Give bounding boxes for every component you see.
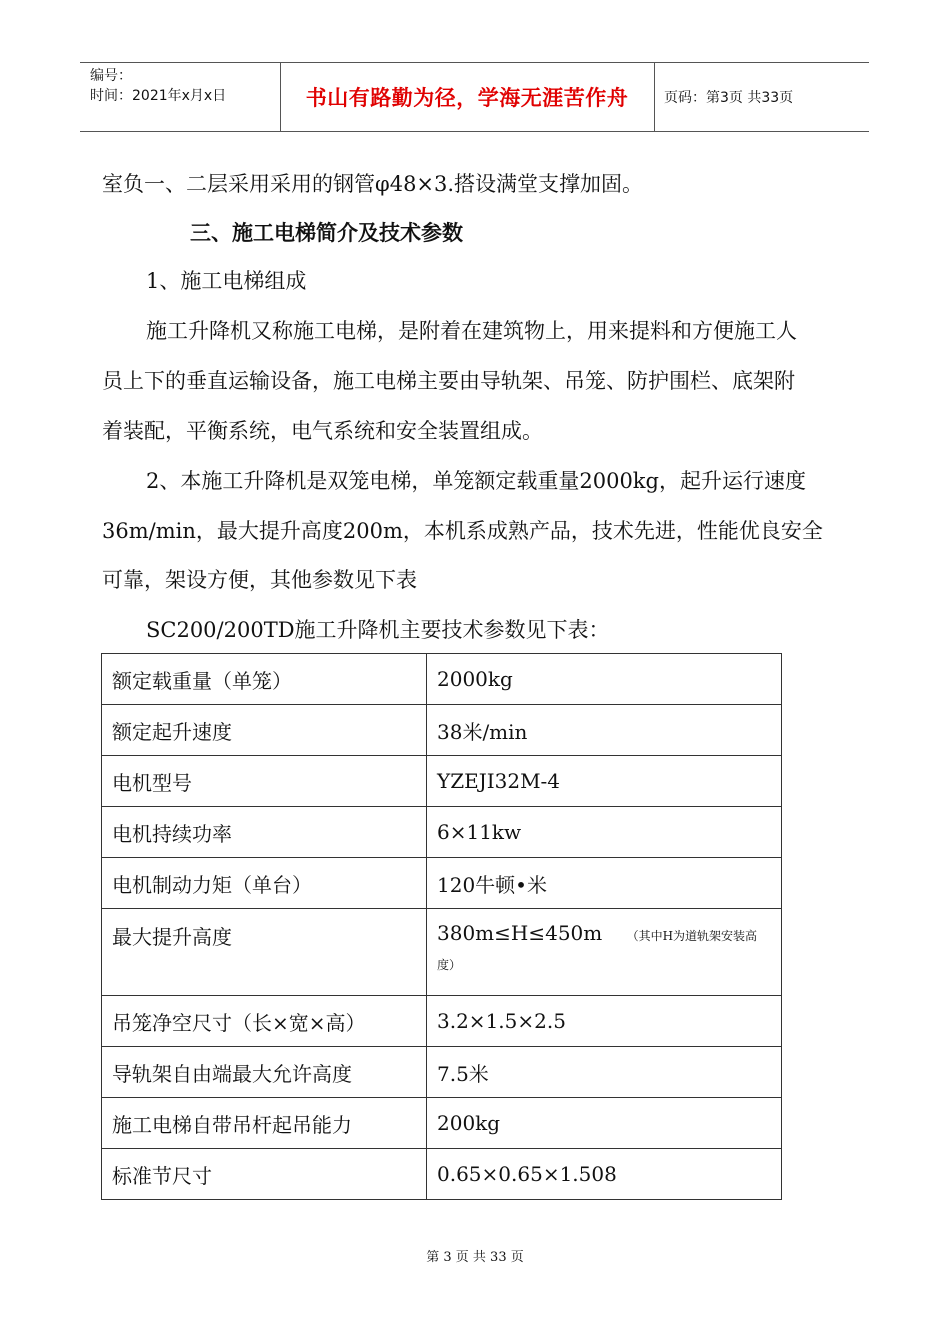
table-row [102,996,782,1047]
spec-name: 电机制动力矩（单台） [102,858,427,909]
paragraph-1-line-1: 施工升降机又称施工电梯，是附着在建筑物上，用来提料和方便施工人 [146,319,797,343]
table-row [102,1149,782,1200]
spec-value: 7.5米 [427,1047,782,1098]
paragraph-1-line-2: 员上下的垂直运输设备，施工电梯主要由导轨架、吊笼、防护围栏、底架附 [102,369,795,393]
paragraph-2-line-3: 可靠，架设方便，其他参数见下表 [102,568,417,592]
spec-value: 6×11kw [427,807,782,858]
page-footer: 第 3 页 共 33 页 [426,1250,524,1265]
spec-value: 120牛顿•米 [427,858,782,909]
spec-name: 额定载重量（单笼） [102,654,427,705]
spec-value-cell [427,909,782,996]
spec-value: YZEJI32M-4 [427,756,782,807]
paragraph-2-line-2: 36m/min，最大提升高度200m，本机系成熟产品，技术先进，性能优良安全 [102,519,823,543]
table-row [102,705,782,756]
spec-value: 200kg [427,1098,782,1149]
table-caption: SC200/200TD施工升降机主要技术参数见下表： [146,618,610,642]
doc-time-label: 时间：2021年x月x日 [90,88,227,104]
spec-table [101,653,782,1200]
table-row [102,1098,782,1149]
spec-note-continued: 度） [437,958,462,972]
spec-name: 额定起升速度 [102,705,427,756]
section-title: 三、施工电梯简介及技术参数 [190,220,463,245]
spec-note: （其中H为道轨架安装高 [626,929,758,943]
paragraph-1-line-3: 着装配，平衡系统，电气系统和安全装置组成。 [102,419,543,443]
table-row [102,807,782,858]
spec-value: 380m≤H≤450m [437,921,603,945]
spec-name: 标准节尺寸 [102,1149,427,1200]
spec-name: 导轨架自由端最大允许高度 [102,1047,427,1098]
spec-value: 3.2×1.5×2.5 [427,996,782,1047]
subsection-1-title: 1、施工电梯组成 [146,269,307,293]
spec-name: 施工电梯自带吊杆起吊能力 [102,1098,427,1149]
spec-name: 电机型号 [102,756,427,807]
table-row [102,1047,782,1098]
paragraph-2-line-1: 2、本施工升降机是双笼电梯，单笼额定载重量2000kg，起升运行速度 [146,469,806,493]
page-header [80,62,869,132]
spec-value: 0.65×0.65×1.508 [427,1149,782,1200]
header-page-info: 页码：第3页 共33页 [664,90,794,106]
spec-value: 38米/min [427,705,782,756]
spec-name: 电机持续功率 [102,807,427,858]
header-motto: 书山有路勤为径，学海无涯苦作舟 [280,63,655,131]
spec-name: 吊笼净空尺寸（长×宽×高） [102,996,427,1047]
table-row [102,909,782,996]
header-meta [80,63,281,131]
table-row [102,756,782,807]
body-line-1: 室负一、二层采用采用的钢管φ48×3.搭设满堂支撑加固。 [102,172,644,196]
table-row [102,858,782,909]
spec-value: 2000kg [427,654,782,705]
spec-name: 最大提升高度 [102,909,427,996]
doc-number-label: 编号： [90,68,132,84]
table-row [102,654,782,705]
